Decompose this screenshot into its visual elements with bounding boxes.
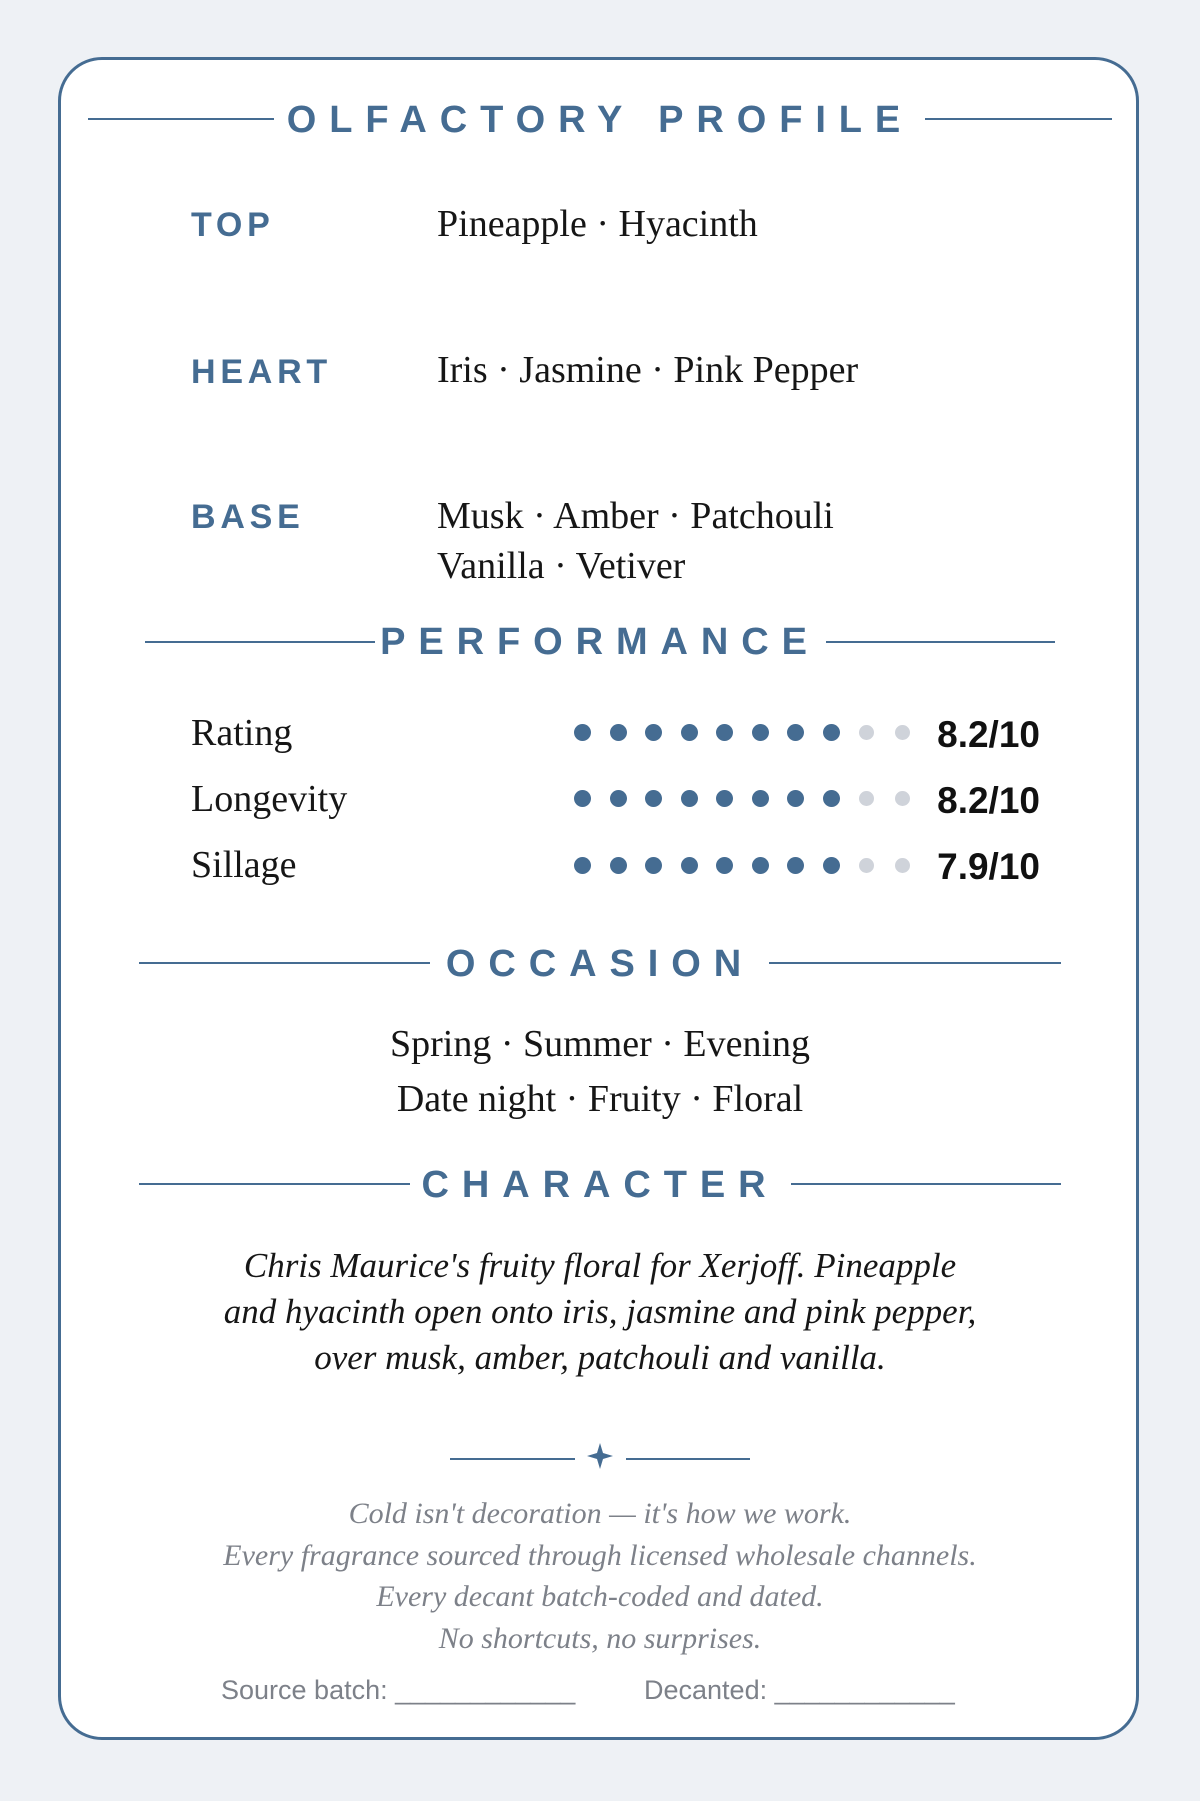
- rating-dot-filled: [787, 790, 804, 807]
- rating-dot-filled: [716, 857, 733, 874]
- rating-dot-filled: [752, 724, 769, 741]
- character-line: over musk, amber, patchouli and vanilla.: [314, 1338, 886, 1377]
- source-batch-field: Source batch: ____________: [221, 1675, 576, 1705]
- occasion-line: Spring · Summer · Evening: [389, 1023, 811, 1065]
- rating-dot-filled: [574, 857, 591, 874]
- four-point-star-icon: [586, 1442, 614, 1470]
- footer-line: Cold isn't decoration — it's how we work.: [348, 1497, 852, 1530]
- rating-score: 8.2/10: [937, 714, 1040, 755]
- rating-dot-empty: [859, 791, 874, 806]
- rating-dot-filled: [610, 724, 627, 741]
- sillage-score: 7.9/10: [937, 846, 1040, 887]
- performance-heading: PERFORMANCE: [380, 621, 820, 663]
- footer-statement: [0, 1493, 1200, 1659]
- rating-dot-filled: [681, 857, 698, 874]
- rating-dot-empty: [859, 858, 874, 873]
- top-notes-line: Pineapple · Hyacinth: [437, 203, 758, 245]
- footer-line: No shortcuts, no surprises.: [438, 1621, 762, 1655]
- heart-notes-value: [437, 345, 858, 395]
- rating-dot-filled: [574, 790, 591, 807]
- rating-dot-empty: [895, 791, 910, 806]
- ornament-rule-right: [626, 1458, 750, 1460]
- rating-dot-filled: [610, 790, 627, 807]
- heart-notes-line: Iris · Jasmine · Pink Pepper: [437, 349, 859, 391]
- occasion-heading: OCCASION: [445, 943, 755, 985]
- profile-card: [58, 57, 1139, 1740]
- longevity-score: 8.2/10: [937, 780, 1040, 821]
- top-notes-value: [437, 199, 758, 249]
- rating-dot-filled: [574, 724, 591, 741]
- character-line: and hyacinth open onto iris, jasmine and pink pepper,: [223, 1292, 977, 1331]
- rating-dot-filled: [610, 857, 627, 874]
- footer-line: Every decant batch-coded and dated.: [376, 1580, 824, 1613]
- rating-dot-filled: [645, 790, 662, 807]
- rating-dot-filled: [645, 724, 662, 741]
- character-description: [0, 1243, 1200, 1381]
- rating-dot-empty: [895, 725, 910, 740]
- base-notes-line: Musk · Amber · Patchouli: [437, 495, 834, 537]
- rating-dot-filled: [787, 724, 804, 741]
- rating-label: Rating: [191, 712, 293, 754]
- rating-dot-filled: [716, 790, 733, 807]
- rating-dot-filled: [752, 857, 769, 874]
- rating-dot-filled: [681, 790, 698, 807]
- rating-dot-filled: [823, 857, 840, 874]
- top-notes-label: TOP: [191, 206, 275, 244]
- rating-dot-filled: [752, 790, 769, 807]
- base-notes-label: BASE: [191, 498, 305, 536]
- occasion-tags: [0, 1017, 1200, 1127]
- rating-dot-filled: [716, 724, 733, 741]
- rating-dot-empty: [859, 725, 874, 740]
- olfactory-profile-heading: OLFACTORY PROFILE: [286, 99, 914, 141]
- sillage-label: Sillage: [191, 844, 297, 886]
- longevity-label: Longevity: [191, 778, 348, 820]
- base-notes-line: Vanilla · Vetiver: [437, 545, 686, 587]
- decanted-field: Decanted: ____________: [644, 1675, 955, 1705]
- rating-dot-filled: [645, 857, 662, 874]
- footer-line: Every fragrance sourced through licensed wholesale channels.: [223, 1538, 977, 1572]
- rating-dot-filled: [823, 724, 840, 741]
- ornament-rule-left: [450, 1458, 575, 1460]
- rating-dot-filled: [823, 790, 840, 807]
- heart-notes-label: HEART: [191, 353, 332, 391]
- character-heading: CHARACTER: [421, 1164, 779, 1206]
- rating-dot-filled: [787, 857, 804, 874]
- character-line: Chris Maurice's fruity floral for Xerjoff. Pineapple: [243, 1246, 957, 1285]
- occasion-line: Date night · Fruity · Floral: [396, 1078, 804, 1120]
- rating-dot-empty: [895, 858, 910, 873]
- rating-dot-filled: [681, 724, 698, 741]
- base-notes-value: [437, 491, 834, 591]
